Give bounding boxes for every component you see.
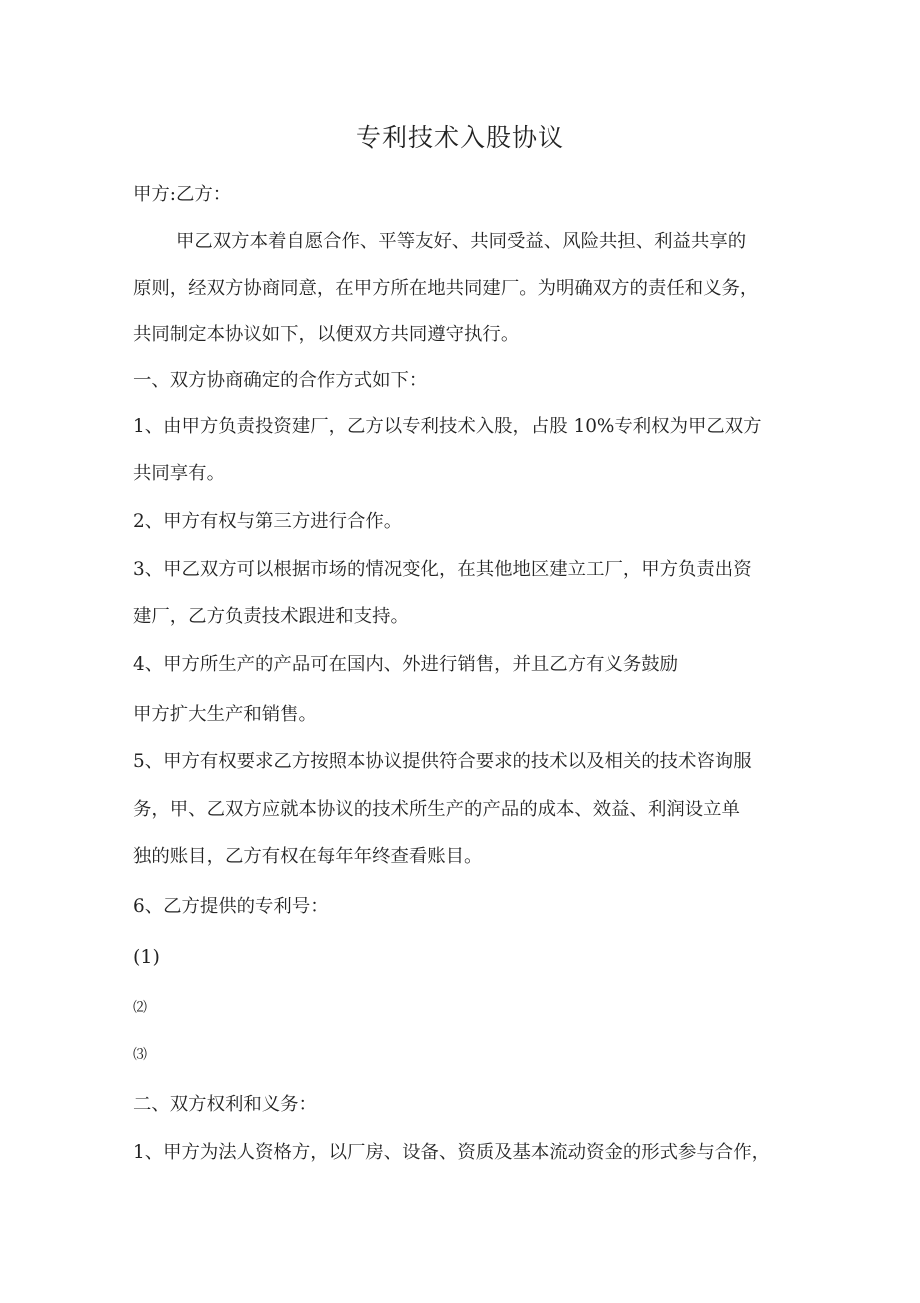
section-heading: 二、双方权利和义务： [133, 1094, 317, 1115]
section-heading: 一、双方协商确定的合作方式如下： [133, 370, 428, 391]
clause-line: 2、甲方有权与第三方进行合作。 [133, 511, 403, 532]
document-title: 专利技术入股协议 [355, 123, 564, 152]
patent-number-item: ⑵ [133, 1000, 147, 1016]
clause-line: 5、甲方有权要求乙方按照本协议提供符合要求的技术以及相关的技术咨询服 [133, 751, 752, 772]
clause-line: 建厂，乙方负责技术跟进和支持。 [133, 606, 409, 627]
clause-line: 1、由甲方负责投资建厂，乙方以专利技术入股，占股 10%专利权为甲乙双方 [133, 416, 762, 437]
clause-line: 务，甲、乙双方应就本协议的技术所生产的产品的成本、效益、利润设立单 [133, 799, 740, 820]
parties-line: 甲方:乙方： [133, 184, 232, 205]
patent-number-item: ⑶ [133, 1047, 147, 1063]
clause-line: 6、乙方提供的专利号： [133, 896, 329, 917]
paragraph-line: 原则，经双方协商同意，在甲方所在地共同建厂。为明确双方的责任和义务， [133, 278, 759, 299]
paragraph-line: 甲乙双方本着自愿合作、平等友好、共同受益、风险共担、利益共享的 [176, 231, 747, 252]
clause-line: 1、甲方为法人资格方，以厂房、设备、资质及基本流动资金的形式参与合作， [133, 1142, 770, 1163]
clause-line: 3、甲乙双方可以根据市场的情况变化，在其他地区建立工厂，甲方负责出资 [133, 559, 752, 580]
clause-line: 独的账目，乙方有权在每年年终查看账目。 [133, 846, 483, 867]
clause-line: 甲方扩大生产和销售。 [133, 704, 317, 725]
clause-line: 4、甲方所生产的产品可在国内、外进行销售，并且乙方有义务鼓励 [133, 654, 679, 675]
patent-number-item: (1) [133, 946, 160, 968]
clause-line: 共同享有。 [133, 463, 225, 484]
paragraph-line: 共同制定本协议如下，以便双方共同遵守执行。 [133, 324, 520, 345]
